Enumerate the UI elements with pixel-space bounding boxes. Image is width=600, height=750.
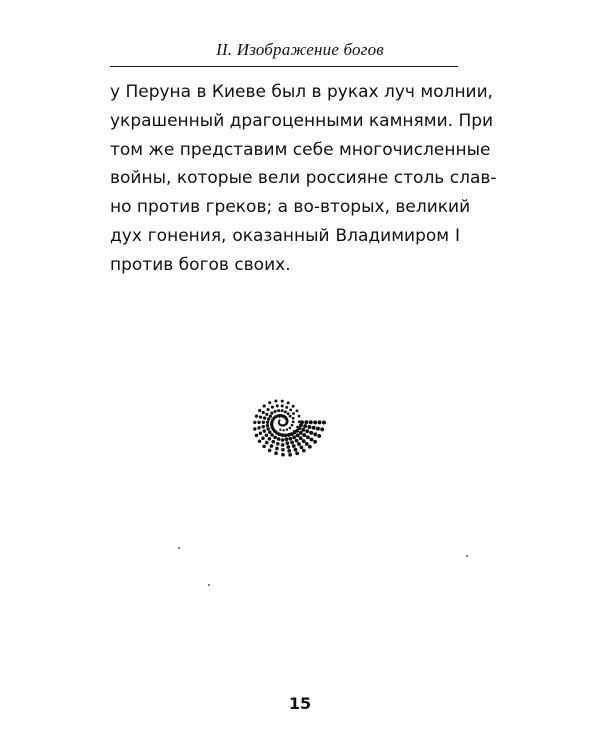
spiral-dot	[263, 429, 266, 432]
spiral-dot	[281, 404, 284, 407]
spiral-dot	[276, 442, 280, 446]
running-title: II. Изображение богов	[216, 40, 384, 59]
spiral-dot	[302, 433, 306, 437]
spiral-dot	[308, 445, 312, 449]
spiral-dot	[267, 417, 270, 420]
spiral-dot	[292, 405, 295, 408]
text-line: украшенный драгоценными камнями. При	[110, 110, 494, 131]
spiral-dot	[262, 445, 266, 449]
spiral-dot	[274, 400, 277, 403]
spiral-dot	[277, 409, 280, 412]
spiral-dot	[307, 425, 311, 429]
spiral-dot	[284, 410, 287, 413]
spiral-dot	[263, 416, 266, 419]
spiral-dot	[303, 424, 307, 428]
spiral-dot	[292, 444, 296, 448]
spiral-dot	[295, 439, 299, 443]
spiral-dot	[310, 438, 314, 442]
spiral-dot	[291, 424, 294, 427]
spiral-dot	[313, 432, 317, 436]
spiral-dot	[268, 401, 271, 404]
spiral-dot	[285, 437, 289, 441]
paper-speck	[466, 555, 468, 557]
spiral-dot	[294, 448, 298, 452]
spiral-dot	[265, 413, 268, 416]
spiral-dot	[258, 440, 262, 444]
spiral-dot	[300, 445, 304, 449]
spiral-dot	[292, 436, 296, 440]
text-line: у Перуна в Киеве был в руках луч молнии,	[110, 82, 494, 102]
spiral-dot	[274, 451, 278, 455]
header-rule	[110, 66, 458, 67]
spiral-dot	[304, 420, 308, 424]
spiral-dot	[281, 409, 284, 412]
spiral-dot	[285, 441, 289, 445]
spiral-dot	[287, 412, 290, 415]
spiral-dot	[262, 411, 265, 414]
spiral-dot	[281, 438, 285, 442]
spiral-dot	[279, 429, 281, 431]
spiral-dot	[265, 433, 269, 437]
spiral-dot	[253, 427, 256, 430]
spiral-dot	[275, 447, 279, 451]
spiral-dot	[313, 420, 317, 424]
paper-speck	[208, 584, 210, 586]
spiral-dot	[306, 435, 310, 439]
spiral-dot	[273, 436, 277, 440]
spiral-dot	[298, 415, 301, 418]
spiral-dot	[296, 434, 300, 438]
spiral-dot	[292, 420, 295, 423]
spiral-dot	[270, 412, 273, 415]
spiral-dot	[268, 449, 272, 453]
spiral-dot	[289, 408, 292, 411]
spiral-dot	[271, 406, 274, 409]
spiral-dot	[281, 443, 285, 447]
spiral-dot	[289, 427, 292, 430]
spiral-dot	[290, 440, 294, 444]
spiral-dot	[277, 437, 281, 441]
spiral-dot	[270, 444, 274, 448]
spiral-dot	[288, 453, 292, 457]
spiral-dot	[309, 420, 313, 424]
spiral-dot	[295, 451, 299, 455]
spiral-dot	[322, 420, 326, 424]
spiral-dot	[296, 409, 299, 412]
spiral-dot	[257, 421, 260, 424]
spiral-dot	[257, 426, 260, 429]
spiral-dot	[276, 404, 279, 407]
spiral-dot	[265, 441, 269, 445]
spiral-dot	[320, 427, 324, 431]
text-line: против богов своих.	[110, 254, 291, 275]
spiral-dot	[297, 442, 301, 446]
spiral-dot	[266, 427, 269, 430]
spiral-dot	[286, 428, 288, 430]
text-line: дух гонения, оказанный Владимиром I	[110, 225, 460, 246]
spiral-dot	[253, 421, 256, 424]
spiral-dot	[302, 449, 306, 453]
spiral-dot	[270, 433, 274, 437]
page-number: 15	[288, 694, 312, 713]
text-line: том же представим себе многочисленные	[110, 139, 491, 160]
spiral-dot	[281, 448, 285, 452]
spiral-dot	[271, 440, 275, 444]
spiral-dot	[266, 421, 269, 424]
spiral-dot	[259, 431, 262, 434]
spiral-dot	[312, 426, 316, 430]
spiral-dot	[258, 409, 261, 412]
spiral-dot	[259, 415, 262, 418]
spiral-dot	[262, 425, 265, 428]
spiral-dot	[286, 445, 290, 449]
spiral-dot	[282, 429, 284, 431]
spiral-dot	[288, 437, 292, 441]
spiral-dot	[261, 436, 265, 440]
spiral-dot	[281, 400, 284, 403]
spiral-dot	[262, 421, 265, 424]
spiral-dot	[287, 449, 291, 453]
paper-speck	[178, 547, 180, 549]
text-line: но против греков; а во-вторых, великий	[110, 197, 471, 218]
spiral-dot	[309, 431, 313, 435]
spiral-dot	[301, 428, 305, 432]
spiral-dot	[316, 427, 320, 431]
spiral-dot	[305, 442, 309, 446]
spiral-dot	[313, 440, 317, 444]
spiral-dot	[300, 420, 304, 424]
spiral-dot	[274, 410, 277, 413]
spiral-dot	[281, 453, 285, 457]
spiral-dot	[268, 437, 272, 441]
spiral-dot	[268, 430, 272, 434]
spiral-dot	[289, 415, 292, 418]
spiral-dot	[299, 431, 303, 435]
text-line: войны, которые вели россияне столь слав-	[110, 168, 497, 189]
spiral-dot	[302, 439, 306, 443]
spiral-dot	[269, 415, 272, 418]
spiral-dot	[263, 404, 266, 407]
body-paragraph	[110, 78, 497, 280]
spiral-dot	[292, 412, 295, 415]
dotted-spiral-icon	[214, 358, 342, 468]
spiral-dot	[255, 415, 258, 418]
spiral-dot	[292, 417, 295, 420]
spiral-dot	[305, 429, 309, 433]
spiral-dot	[317, 434, 321, 438]
spiral-dot	[299, 436, 303, 440]
spiral-dot	[266, 408, 269, 411]
spiral-dot	[287, 401, 290, 404]
spiral-dot	[318, 420, 322, 424]
spiral-dot	[266, 424, 269, 427]
spiral-dot	[255, 434, 258, 437]
spiral-dot	[285, 406, 288, 409]
